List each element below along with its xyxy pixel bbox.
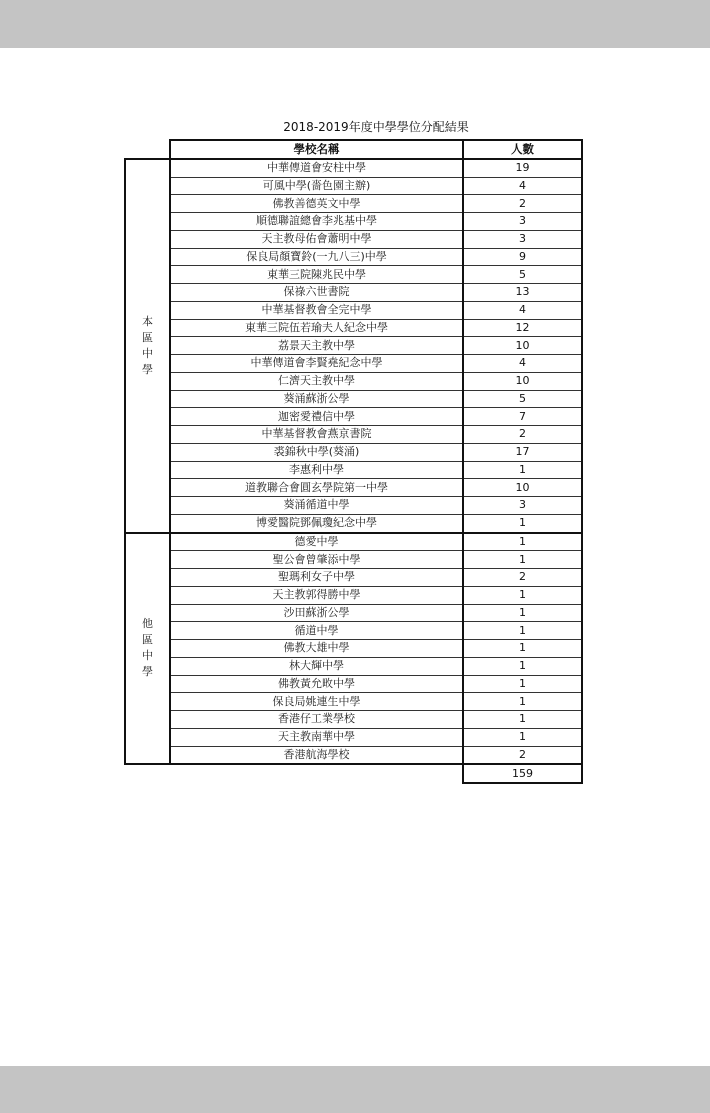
group-label-char: 區 bbox=[142, 633, 153, 647]
school-name-cell: 佛教善德英文中學 bbox=[170, 195, 463, 213]
table-row bbox=[125, 622, 582, 640]
student-count-cell: 2 bbox=[463, 746, 582, 764]
table-row bbox=[125, 355, 582, 373]
school-name-cell: 中華基督教會燕京書院 bbox=[170, 426, 463, 444]
table-row bbox=[125, 640, 582, 658]
student-count-cell: 10 bbox=[463, 372, 582, 390]
school-name-cell: 天主教南華中學 bbox=[170, 728, 463, 746]
student-count-cell: 2 bbox=[463, 426, 582, 444]
allocation-table bbox=[124, 139, 583, 784]
group-label-char: 學 bbox=[142, 362, 153, 376]
student-count-cell: 1 bbox=[463, 693, 582, 711]
school-name-cell: 博愛醫院鄧佩瓊紀念中學 bbox=[170, 514, 463, 532]
school-name-cell: 順德聯誼總會李兆基中學 bbox=[170, 213, 463, 231]
table-row bbox=[125, 693, 582, 711]
table-title: 2018-2019年度中學學位分配結果 bbox=[283, 120, 469, 134]
school-name-cell: 保良局顏寶鈴(一九八三)中學 bbox=[170, 248, 463, 266]
table-row bbox=[125, 746, 582, 764]
table-row bbox=[125, 408, 582, 426]
student-count-cell: 10 bbox=[463, 479, 582, 497]
table-row bbox=[125, 248, 582, 266]
student-count-cell: 2 bbox=[463, 195, 582, 213]
student-count-cell: 1 bbox=[463, 675, 582, 693]
school-name-cell: 可風中學(嗇色園主辦) bbox=[170, 177, 463, 195]
school-name-cell: 東華三院伍若瑜夫人紀念中學 bbox=[170, 319, 463, 337]
table-row bbox=[125, 443, 582, 461]
school-name-cell: 中華傳道會安柱中學 bbox=[170, 159, 463, 177]
student-count-cell: 13 bbox=[463, 284, 582, 302]
top-viewer-bar bbox=[0, 0, 710, 48]
school-name-cell: 德愛中學 bbox=[170, 533, 463, 551]
header-school-name: 學校名稱 bbox=[170, 140, 463, 159]
student-count-cell: 4 bbox=[463, 177, 582, 195]
student-count-cell: 1 bbox=[463, 533, 582, 551]
table-row bbox=[125, 177, 582, 195]
table-row bbox=[125, 284, 582, 302]
school-name-cell: 葵涌循道中學 bbox=[170, 497, 463, 515]
school-name-cell: 香港仔工業學校 bbox=[170, 711, 463, 729]
school-name-cell: 李惠利中學 bbox=[170, 461, 463, 479]
table-row bbox=[125, 514, 582, 532]
total-blank bbox=[125, 764, 170, 783]
table-row bbox=[125, 426, 582, 444]
student-count-cell: 1 bbox=[463, 622, 582, 640]
group-label-char: 他 bbox=[142, 617, 153, 631]
student-count-cell: 19 bbox=[463, 159, 582, 177]
school-name-cell: 裘錦秋中學(葵涌) bbox=[170, 443, 463, 461]
school-name-cell: 林大輝中學 bbox=[170, 657, 463, 675]
table-row bbox=[125, 213, 582, 231]
student-count-cell: 3 bbox=[463, 230, 582, 248]
header-count: 人數 bbox=[463, 140, 582, 159]
total-count: 159 bbox=[463, 764, 582, 783]
header-row bbox=[125, 140, 582, 159]
school-name-cell: 天主教郭得勝中學 bbox=[170, 586, 463, 604]
student-count-cell: 2 bbox=[463, 569, 582, 587]
student-count-cell: 5 bbox=[463, 390, 582, 408]
student-count-cell: 1 bbox=[463, 604, 582, 622]
school-name-cell: 保良局姚連生中學 bbox=[170, 693, 463, 711]
school-name-cell: 荔景天主教中學 bbox=[170, 337, 463, 355]
group-label bbox=[125, 159, 170, 533]
school-name-cell: 循道中學 bbox=[170, 622, 463, 640]
total-row bbox=[125, 764, 582, 783]
student-count-cell: 1 bbox=[463, 461, 582, 479]
student-count-cell: 1 bbox=[463, 586, 582, 604]
school-name-cell: 仁濟天主教中學 bbox=[170, 372, 463, 390]
table-row bbox=[125, 604, 582, 622]
table-row bbox=[125, 675, 582, 693]
school-name-cell: 佛教黃允畋中學 bbox=[170, 675, 463, 693]
group-label-char: 區 bbox=[142, 330, 153, 344]
group-label bbox=[125, 533, 170, 765]
school-name-cell: 保祿六世書院 bbox=[170, 284, 463, 302]
student-count-cell: 4 bbox=[463, 301, 582, 319]
table-row bbox=[125, 497, 582, 515]
table-row bbox=[125, 569, 582, 587]
table-row bbox=[125, 586, 582, 604]
school-name-cell: 天主教母佑會蕭明中學 bbox=[170, 230, 463, 248]
student-count-cell: 1 bbox=[463, 711, 582, 729]
table-body bbox=[125, 159, 582, 765]
school-name-cell: 中華傳道會李賢堯紀念中學 bbox=[170, 355, 463, 373]
table-row bbox=[125, 230, 582, 248]
table-row bbox=[125, 551, 582, 569]
school-name-cell: 聖瑪利女子中學 bbox=[170, 569, 463, 587]
table-row bbox=[125, 533, 582, 551]
school-name-cell: 中華基督教會全完中學 bbox=[170, 301, 463, 319]
student-count-cell: 1 bbox=[463, 657, 582, 675]
student-count-cell: 1 bbox=[463, 728, 582, 746]
school-name-cell: 香港航海學校 bbox=[170, 746, 463, 764]
school-name-cell: 迦密愛禮信中學 bbox=[170, 408, 463, 426]
student-count-cell: 10 bbox=[463, 337, 582, 355]
student-count-cell: 5 bbox=[463, 266, 582, 284]
table-row bbox=[125, 479, 582, 497]
student-count-cell: 17 bbox=[463, 443, 582, 461]
student-count-cell: 9 bbox=[463, 248, 582, 266]
school-name-cell: 聖公會曾肇添中學 bbox=[170, 551, 463, 569]
table-row bbox=[125, 372, 582, 390]
student-count-cell: 3 bbox=[463, 497, 582, 515]
group-label-char: 學 bbox=[142, 665, 153, 679]
total-blank bbox=[170, 764, 463, 783]
table-row bbox=[125, 657, 582, 675]
group-label-char: 本 bbox=[142, 314, 153, 328]
table-row bbox=[125, 461, 582, 479]
school-name-cell: 道教聯合會圓玄學院第一中學 bbox=[170, 479, 463, 497]
table-row bbox=[125, 337, 582, 355]
table-row bbox=[125, 195, 582, 213]
table-row bbox=[125, 301, 582, 319]
student-count-cell: 1 bbox=[463, 514, 582, 532]
student-count-cell: 12 bbox=[463, 319, 582, 337]
student-count-cell: 7 bbox=[463, 408, 582, 426]
group-label-char: 中 bbox=[142, 346, 153, 360]
header-blank bbox=[125, 140, 170, 159]
group-label-char: 中 bbox=[142, 649, 153, 663]
table-row bbox=[125, 728, 582, 746]
table-row bbox=[125, 390, 582, 408]
student-count-cell: 1 bbox=[463, 551, 582, 569]
student-count-cell: 3 bbox=[463, 213, 582, 231]
table-row bbox=[125, 159, 582, 177]
school-name-cell: 佛教大雄中學 bbox=[170, 640, 463, 658]
school-name-cell: 沙田蘇浙公學 bbox=[170, 604, 463, 622]
student-count-cell: 1 bbox=[463, 640, 582, 658]
school-name-cell: 東華三院陳兆民中學 bbox=[170, 266, 463, 284]
student-count-cell: 4 bbox=[463, 355, 582, 373]
table-row bbox=[125, 319, 582, 337]
bottom-viewer-bar bbox=[0, 1066, 710, 1113]
table-row bbox=[125, 266, 582, 284]
table-row bbox=[125, 711, 582, 729]
school-name-cell: 葵涌蘇浙公學 bbox=[170, 390, 463, 408]
